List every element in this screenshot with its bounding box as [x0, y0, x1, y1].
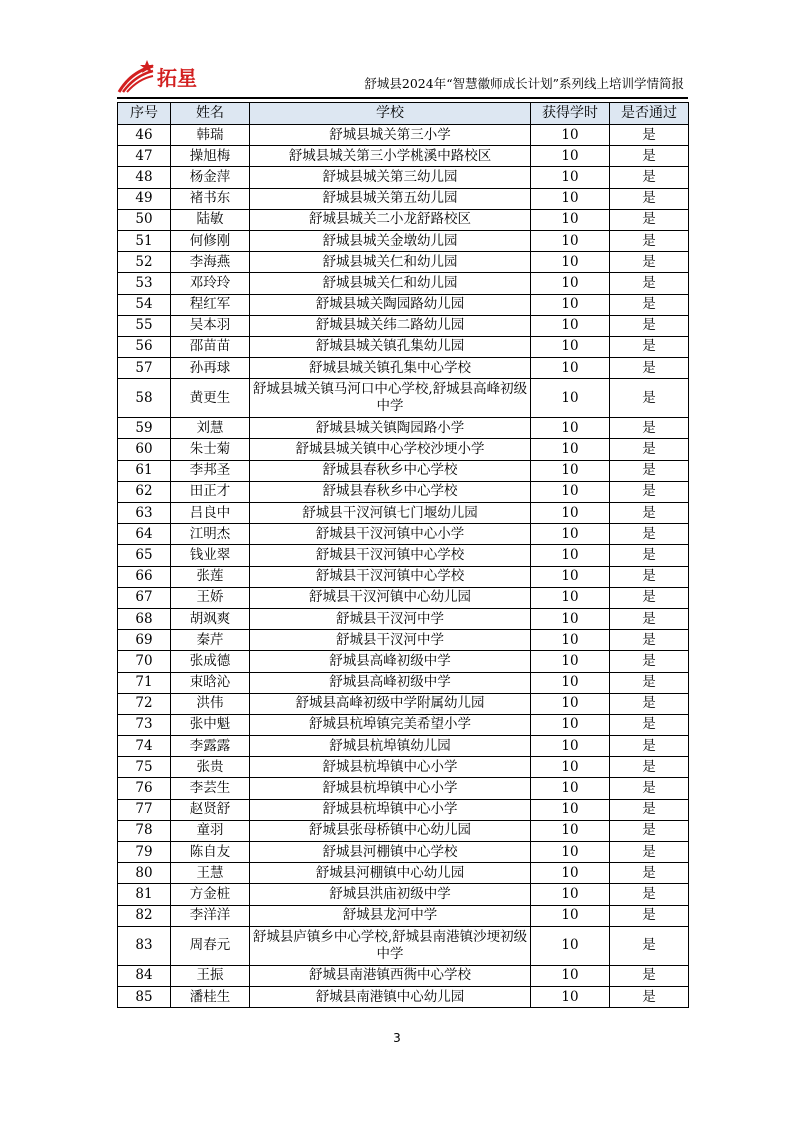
cell-name: 张贵: [171, 757, 250, 778]
cell-passed: 是: [610, 188, 689, 209]
cell-name: 杨金萍: [171, 167, 250, 188]
table-row: [118, 379, 689, 418]
cell-name: 李露露: [171, 736, 250, 757]
cell-passed: 是: [610, 672, 689, 693]
cell-name: 王慧: [171, 863, 250, 884]
cell-school: 舒城县高峰初级中学附属幼儿园: [250, 693, 531, 714]
column-header-hours: 获得学时: [531, 103, 610, 125]
table-row: [118, 736, 689, 757]
cell-passed: 是: [610, 460, 689, 481]
cell-passed: 是: [610, 905, 689, 926]
cell-hours: 10: [531, 693, 610, 714]
cell-hours: 10: [531, 736, 610, 757]
cell-no: 62: [118, 481, 171, 502]
cell-hours: 10: [531, 146, 610, 167]
cell-passed: 是: [610, 863, 689, 884]
cell-hours: 10: [531, 273, 610, 294]
cell-no: 52: [118, 252, 171, 273]
cell-name: 潘桂生: [171, 986, 250, 1007]
cell-passed: 是: [610, 252, 689, 273]
table-row: [118, 439, 689, 460]
cell-school: 舒城县城关纬二路幼儿园: [250, 315, 531, 336]
cell-name: 江明杰: [171, 524, 250, 545]
cell-no: 54: [118, 294, 171, 315]
cell-passed: 是: [610, 336, 689, 357]
cell-hours: 10: [531, 714, 610, 735]
cell-passed: 是: [610, 714, 689, 735]
table-row: [118, 524, 689, 545]
cell-passed: 是: [610, 965, 689, 986]
cell-no: 75: [118, 757, 171, 778]
cell-name: 韩瑞: [171, 125, 250, 146]
cell-name: 赵贤舒: [171, 799, 250, 820]
cell-passed: 是: [610, 358, 689, 379]
table-row: [118, 863, 689, 884]
cell-school: 舒城县杭埠镇中心小学: [250, 757, 531, 778]
cell-no: 65: [118, 545, 171, 566]
cell-no: 48: [118, 167, 171, 188]
cell-no: 50: [118, 209, 171, 230]
cell-hours: 10: [531, 545, 610, 566]
cell-school: 舒城县城关仁和幼儿园: [250, 273, 531, 294]
table-row: [118, 778, 689, 799]
table-row: [118, 884, 689, 905]
cell-school: 舒城县城关二小龙舒路校区: [250, 209, 531, 230]
training-roster-table: [117, 102, 689, 1008]
cell-passed: 是: [610, 146, 689, 167]
cell-name: 王娇: [171, 587, 250, 608]
cell-name: 胡飒爽: [171, 608, 250, 629]
cell-no: 49: [118, 188, 171, 209]
table-row: [118, 252, 689, 273]
cell-school: 舒城县干汊河镇中心学校: [250, 566, 531, 587]
cell-hours: 10: [531, 566, 610, 587]
cell-name: 李邦圣: [171, 460, 250, 481]
tuoxing-logo: [117, 58, 207, 94]
cell-school: 舒城县杭埠镇完美希望小学: [250, 714, 531, 735]
table-row: [118, 167, 689, 188]
cell-passed: 是: [610, 587, 689, 608]
table-row: [118, 503, 689, 524]
cell-no: 71: [118, 672, 171, 693]
cell-name: 何修刚: [171, 230, 250, 251]
table-row: [118, 587, 689, 608]
cell-no: 72: [118, 693, 171, 714]
cell-hours: 10: [531, 209, 610, 230]
table-row: [118, 188, 689, 209]
cell-hours: 10: [531, 439, 610, 460]
table-row: [118, 481, 689, 502]
cell-school: 舒城县杭埠镇中心小学: [250, 799, 531, 820]
cell-hours: 10: [531, 524, 610, 545]
table-row: [118, 209, 689, 230]
cell-hours: 10: [531, 884, 610, 905]
cell-no: 47: [118, 146, 171, 167]
cell-school: 舒城县城关镇孔集幼儿园: [250, 336, 531, 357]
table-row: [118, 315, 689, 336]
cell-passed: 是: [610, 778, 689, 799]
cell-no: 85: [118, 986, 171, 1007]
cell-hours: 10: [531, 651, 610, 672]
cell-name: 李海燕: [171, 252, 250, 273]
table-row: [118, 905, 689, 926]
cell-school: 舒城县高峰初级中学: [250, 651, 531, 672]
cell-school: 舒城县干汊河镇中心小学: [250, 524, 531, 545]
cell-passed: 是: [610, 608, 689, 629]
cell-no: 58: [118, 379, 171, 418]
cell-passed: 是: [610, 503, 689, 524]
cell-school: 舒城县城关第五幼儿园: [250, 188, 531, 209]
cell-school: 舒城县龙河中学: [250, 905, 531, 926]
cell-name: 黄更生: [171, 379, 250, 418]
cell-name: 方金桩: [171, 884, 250, 905]
cell-name: 褚书东: [171, 188, 250, 209]
cell-hours: 10: [531, 358, 610, 379]
cell-name: 童羽: [171, 820, 250, 841]
cell-hours: 10: [531, 630, 610, 651]
cell-no: 55: [118, 315, 171, 336]
cell-school: 舒城县城关镇陶园路小学: [250, 418, 531, 439]
cell-name: 周春元: [171, 926, 250, 965]
cell-school: 舒城县南港镇西衖中心学校: [250, 965, 531, 986]
cell-passed: 是: [610, 693, 689, 714]
page-number: 3: [393, 1031, 401, 1045]
cell-name: 陈自友: [171, 842, 250, 863]
cell-name: 束晗沁: [171, 672, 250, 693]
cell-no: 74: [118, 736, 171, 757]
table-row: [118, 651, 689, 672]
table-row: [118, 545, 689, 566]
cell-school: 舒城县干汊河镇中心学校: [250, 545, 531, 566]
cell-school: 舒城县城关镇孔集中心学校: [250, 358, 531, 379]
cell-no: 80: [118, 863, 171, 884]
cell-hours: 10: [531, 503, 610, 524]
cell-name: 洪伟: [171, 693, 250, 714]
cell-passed: 是: [610, 630, 689, 651]
cell-hours: 10: [531, 230, 610, 251]
table-row: [118, 125, 689, 146]
cell-hours: 10: [531, 125, 610, 146]
cell-no: 69: [118, 630, 171, 651]
cell-hours: 10: [531, 672, 610, 693]
table-row: [118, 146, 689, 167]
cell-hours: 10: [531, 926, 610, 965]
cell-passed: 是: [610, 757, 689, 778]
logo-text: 拓星: [157, 66, 197, 90]
cell-passed: 是: [610, 545, 689, 566]
cell-passed: 是: [610, 820, 689, 841]
cell-no: 81: [118, 884, 171, 905]
column-header-passed: 是否通过: [610, 103, 689, 125]
cell-name: 朱士菊: [171, 439, 250, 460]
cell-no: 79: [118, 842, 171, 863]
cell-name: 李芸生: [171, 778, 250, 799]
table-row: [118, 336, 689, 357]
table-row: [118, 418, 689, 439]
cell-name: 李洋洋: [171, 905, 250, 926]
cell-no: 83: [118, 926, 171, 965]
cell-school: 舒城县庐镇乡中心学校,舒城县南港镇沙埂初级中学: [250, 926, 531, 965]
cell-name: 吕良中: [171, 503, 250, 524]
cell-no: 57: [118, 358, 171, 379]
cell-name: 田正才: [171, 481, 250, 502]
cell-name: 王振: [171, 965, 250, 986]
cell-no: 68: [118, 608, 171, 629]
cell-no: 66: [118, 566, 171, 587]
cell-passed: 是: [610, 418, 689, 439]
cell-name: 邓玲玲: [171, 273, 250, 294]
cell-name: 钱业翠: [171, 545, 250, 566]
cell-hours: 10: [531, 820, 610, 841]
cell-passed: 是: [610, 294, 689, 315]
table-row: [118, 757, 689, 778]
cell-school: 舒城县杭埠镇中心小学: [250, 778, 531, 799]
table-row: [118, 358, 689, 379]
table-row: [118, 842, 689, 863]
cell-name: 秦芹: [171, 630, 250, 651]
table-row: [118, 460, 689, 481]
cell-hours: 10: [531, 418, 610, 439]
cell-hours: 10: [531, 294, 610, 315]
cell-hours: 10: [531, 460, 610, 481]
cell-no: 84: [118, 965, 171, 986]
cell-name: 张成德: [171, 651, 250, 672]
cell-hours: 10: [531, 167, 610, 188]
table-header-row: [118, 103, 689, 125]
cell-name: 陆敏: [171, 209, 250, 230]
cell-passed: 是: [610, 481, 689, 502]
cell-hours: 10: [531, 905, 610, 926]
table-row: [118, 986, 689, 1007]
cell-passed: 是: [610, 315, 689, 336]
cell-passed: 是: [610, 842, 689, 863]
cell-hours: 10: [531, 757, 610, 778]
cell-name: 操旭梅: [171, 146, 250, 167]
table-row: [118, 672, 689, 693]
cell-no: 63: [118, 503, 171, 524]
cell-school: 舒城县干汊河镇中心幼儿园: [250, 587, 531, 608]
table-row: [118, 820, 689, 841]
table-row: [118, 273, 689, 294]
cell-passed: 是: [610, 986, 689, 1007]
cell-hours: 10: [531, 188, 610, 209]
cell-no: 78: [118, 820, 171, 841]
cell-hours: 10: [531, 379, 610, 418]
cell-school: 舒城县杭埠镇幼儿园: [250, 736, 531, 757]
cell-passed: 是: [610, 125, 689, 146]
cell-no: 51: [118, 230, 171, 251]
cell-passed: 是: [610, 209, 689, 230]
column-header-name: 姓名: [171, 103, 250, 125]
cell-school: 舒城县张母桥镇中心幼儿园: [250, 820, 531, 841]
cell-hours: 10: [531, 315, 610, 336]
cell-no: 67: [118, 587, 171, 608]
column-header-school: 学校: [250, 103, 531, 125]
cell-name: 张莲: [171, 566, 250, 587]
cell-school: 舒城县干汊河中学: [250, 608, 531, 629]
cell-passed: 是: [610, 799, 689, 820]
cell-passed: 是: [610, 884, 689, 905]
header-divider: [117, 97, 688, 99]
table-row: [118, 608, 689, 629]
table-row: [118, 566, 689, 587]
cell-hours: 10: [531, 863, 610, 884]
cell-passed: 是: [610, 566, 689, 587]
cell-school: 舒城县城关第三小学: [250, 125, 531, 146]
cell-school: 舒城县洪庙初级中学: [250, 884, 531, 905]
cell-passed: 是: [610, 439, 689, 460]
cell-hours: 10: [531, 778, 610, 799]
cell-name: 吴本羽: [171, 315, 250, 336]
cell-no: 70: [118, 651, 171, 672]
table-row: [118, 630, 689, 651]
table-row: [118, 926, 689, 965]
cell-no: 61: [118, 460, 171, 481]
cell-hours: 10: [531, 965, 610, 986]
cell-school: 舒城县城关镇中心学校沙埂小学: [250, 439, 531, 460]
cell-passed: 是: [610, 230, 689, 251]
cell-school: 舒城县南港镇中心幼儿园: [250, 986, 531, 1007]
cell-school: 舒城县河棚镇中心学校: [250, 842, 531, 863]
cell-school: 舒城县城关仁和幼儿园: [250, 252, 531, 273]
table-row: [118, 965, 689, 986]
cell-school: 舒城县春秋乡中心学校: [250, 460, 531, 481]
cell-no: 53: [118, 273, 171, 294]
cell-name: 孙再球: [171, 358, 250, 379]
cell-school: 舒城县干汊河镇七门堰幼儿园: [250, 503, 531, 524]
cell-passed: 是: [610, 524, 689, 545]
cell-school: 舒城县城关第三幼儿园: [250, 167, 531, 188]
cell-no: 64: [118, 524, 171, 545]
cell-no: 46: [118, 125, 171, 146]
cell-name: 张中魁: [171, 714, 250, 735]
cell-school: 舒城县城关金墩幼儿园: [250, 230, 531, 251]
cell-name: 邵苗苗: [171, 336, 250, 357]
cell-passed: 是: [610, 273, 689, 294]
cell-name: 刘慧: [171, 418, 250, 439]
cell-hours: 10: [531, 799, 610, 820]
cell-hours: 10: [531, 252, 610, 273]
cell-name: 程红军: [171, 294, 250, 315]
cell-no: 56: [118, 336, 171, 357]
cell-no: 60: [118, 439, 171, 460]
table-body: [118, 125, 689, 1008]
cell-no: 76: [118, 778, 171, 799]
cell-no: 59: [118, 418, 171, 439]
document-title: 舒城县2024年“智慧徽师成长计划”系列线上培训学情简报: [364, 76, 684, 91]
cell-school: 舒城县城关第三小学桃溪中路校区: [250, 146, 531, 167]
cell-hours: 10: [531, 608, 610, 629]
cell-school: 舒城县高峰初级中学: [250, 672, 531, 693]
cell-hours: 10: [531, 587, 610, 608]
column-header-no: 序号: [118, 103, 171, 125]
table-row: [118, 693, 689, 714]
cell-hours: 10: [531, 986, 610, 1007]
cell-passed: 是: [610, 379, 689, 418]
table-row: [118, 230, 689, 251]
cell-school: 舒城县城关镇马河口中心学校,舒城县高峰初级中学: [250, 379, 531, 418]
cell-hours: 10: [531, 336, 610, 357]
cell-passed: 是: [610, 167, 689, 188]
cell-passed: 是: [610, 926, 689, 965]
cell-school: 舒城县春秋乡中心学校: [250, 481, 531, 502]
cell-no: 73: [118, 714, 171, 735]
table-row: [118, 714, 689, 735]
cell-hours: 10: [531, 481, 610, 502]
table-row: [118, 799, 689, 820]
cell-no: 77: [118, 799, 171, 820]
page-header: [117, 56, 688, 96]
cell-school: 舒城县干汊河中学: [250, 630, 531, 651]
cell-no: 82: [118, 905, 171, 926]
cell-passed: 是: [610, 736, 689, 757]
table-row: [118, 294, 689, 315]
cell-school: 舒城县城关陶园路幼儿园: [250, 294, 531, 315]
cell-passed: 是: [610, 651, 689, 672]
cell-school: 舒城县河棚镇中心幼儿园: [250, 863, 531, 884]
cell-hours: 10: [531, 842, 610, 863]
